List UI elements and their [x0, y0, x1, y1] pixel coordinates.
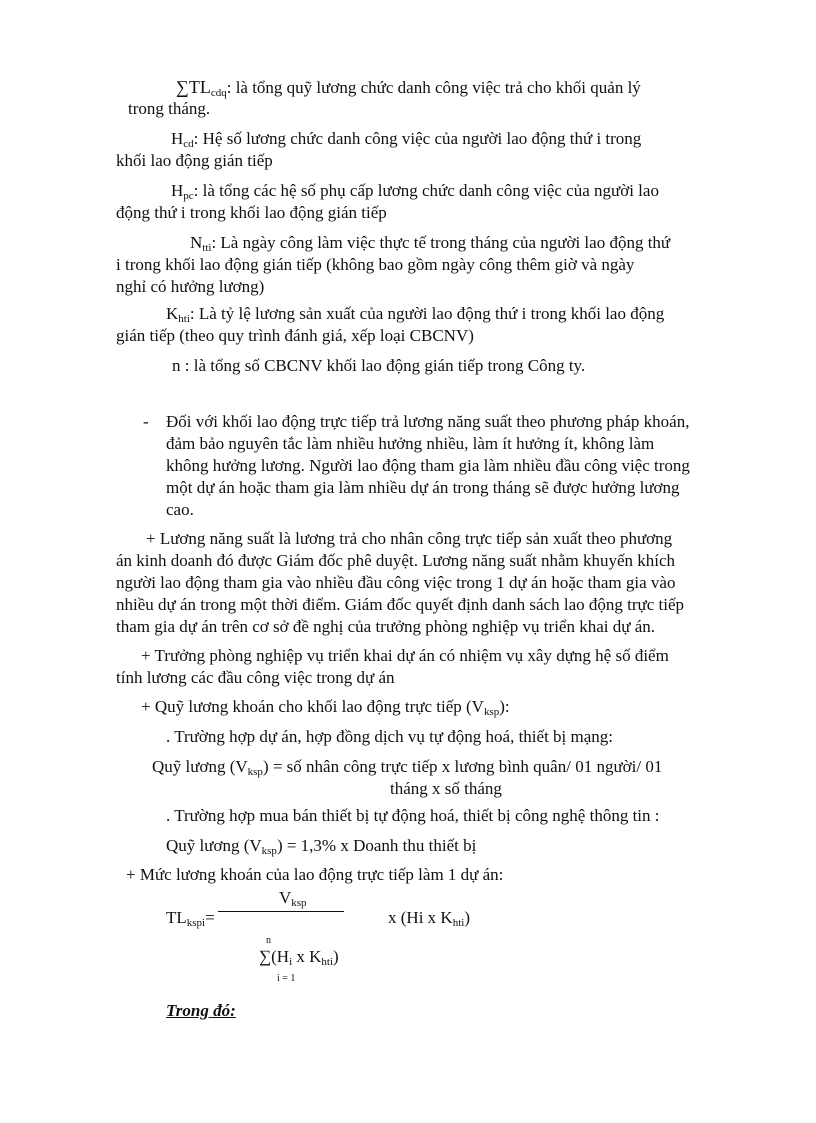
- subscript: hti: [178, 313, 190, 325]
- case-title: . Trường hợp dự án, hợp đồng dịch vụ tự động hoá, thiết bị mạng:: [166, 727, 614, 746]
- symbol: N: [190, 233, 203, 252]
- trong-do-heading: Trong đó:: [166, 1001, 236, 1020]
- subscript: ksp: [261, 845, 277, 857]
- sum-upper-limit: n: [266, 935, 271, 946]
- subscript: pc: [183, 190, 194, 202]
- subscript: kspi: [186, 917, 206, 929]
- definition-text: : Là ngày công làm việc thực tế trong tháng của người lao động thứ: [211, 233, 671, 252]
- definition-text: : Là tỷ lệ lương sản xuất của người lao động thứ i trong khối lao động: [189, 304, 665, 323]
- bullet-line: một dự án hoặc tham gia làm nhiều dự án trong tháng sẽ được hưởng lương: [166, 478, 680, 497]
- symbol: H: [171, 129, 184, 148]
- def-n: n : là tổng số CBCNV khối lao động gián tiếp trong Công ty.: [172, 356, 586, 375]
- definition-text: : là tổng các hệ số phụ cấp lương chức danh công việc của người lao: [193, 181, 659, 200]
- equals-sign: =: [205, 908, 215, 927]
- case2-formula: [166, 835, 476, 857]
- denominator-text: ): [333, 947, 339, 966]
- definition-continuation: gián tiếp (theo quy trình đánh giá, xếp loại CBCNV): [116, 326, 474, 345]
- multiplier-text: x (Hi x K: [388, 908, 453, 927]
- definition-text: : là tổng quỹ lương chức danh công việc trả cho khối quản lý: [226, 78, 641, 97]
- denominator-text: x K: [292, 947, 322, 966]
- subscript: cd: [183, 138, 194, 150]
- paragraph-line: + Lương năng suất là lương trả cho nhân công trực tiếp sản xuất theo phương: [146, 529, 673, 548]
- quy-luong-khoan-heading: [141, 696, 510, 718]
- sum-lower-limit: i = 1: [277, 973, 296, 984]
- definition-continuation: nghỉ có hưởng lương): [116, 277, 265, 296]
- muc-luong-heading: + Mức lương khoán của lao động trực tiếp làm 1 dự án:: [126, 865, 504, 884]
- paragraph-line: án kinh doanh đó được Giám đốc phê duyệt. Lương năng suất nhằm khuyến khích: [116, 551, 676, 570]
- symbol: K: [166, 304, 179, 323]
- heading-text: + Quỹ lương khoán cho khối lao động trực tiếp (V: [141, 697, 484, 716]
- formula-continuation: tháng x số tháng: [390, 779, 502, 798]
- definition-continuation: khối lao động gián tiếp: [116, 151, 273, 170]
- formula-lhs: [166, 907, 215, 929]
- subscript: ksp: [483, 706, 500, 718]
- subscript: ksp: [247, 766, 263, 778]
- paragraph-line: người lao động tham gia vào nhiều đầu công việc trong 1 dự án hoặc tham gia vào: [116, 573, 676, 592]
- paragraph-line: tính lương các đầu công việc trong dự án: [116, 668, 395, 687]
- sum-sign: ∑: [259, 947, 272, 966]
- bullet-line: không hưởng lương. Người lao động tham gia làm nhiều đầu công việc trong: [166, 456, 690, 475]
- subscript: hti: [321, 956, 334, 968]
- def-h-cd: [171, 128, 641, 150]
- paragraph-line: tham gia dự án trên cơ sở đề nghị của trưởng phòng nghiệp vụ triển khai dự án.: [116, 617, 655, 636]
- def-h-pc: [171, 180, 659, 202]
- multiplier-text: ): [464, 908, 470, 927]
- symbol: ∑TL: [176, 77, 211, 97]
- bullet-marker: -: [143, 412, 149, 431]
- def-n-tti: [190, 232, 670, 254]
- subscript: hti: [452, 917, 465, 929]
- formula-text: ) = 1,3% x Doanh thu thiết bị: [276, 836, 477, 855]
- symbol: H: [171, 181, 184, 200]
- def-tl-cdq: [176, 76, 641, 99]
- definition-text: : Hệ số lương chức danh công việc của người lao động thứ i trong: [193, 129, 642, 148]
- definition-continuation: động thứ i trong khối lao động gián tiếp: [116, 203, 387, 222]
- numerator-text: V: [279, 888, 292, 907]
- formula-text: ) = số nhân công trực tiếp x lương bình quân/ 01 người/ 01: [262, 757, 663, 776]
- formula-numerator: [279, 887, 307, 909]
- fraction-bar: [218, 911, 344, 912]
- case-title: . Trường hợp mua bán thiết bị tự động hoá, thiết bị công nghệ thông tin :: [166, 806, 660, 825]
- def-k-hti: [166, 303, 664, 325]
- subscript: ksp: [291, 897, 307, 909]
- denominator-text: (H: [271, 947, 290, 966]
- subscript: cdq: [210, 87, 227, 99]
- paragraph-line: nhiều dự án trong một thời điểm. Giám đốc quyết định danh sách lao động trực tiếp: [116, 595, 684, 614]
- paragraph-line: + Trưởng phòng nghiệp vụ triển khai dự án có nhiệm vụ xây dựng hệ số điểm: [141, 646, 669, 665]
- definition-continuation: trong tháng.: [128, 99, 211, 118]
- heading-end: ):: [499, 697, 510, 716]
- bullet-line: đảm bảo nguyên tắc làm nhiều hưởng nhiều, làm ít hưởng ít, không làm: [166, 434, 655, 453]
- bullet-line: Đối với khối lao động trực tiếp trả lương năng suất theo phương pháp khoán,: [166, 412, 690, 431]
- definition-continuation: i trong khối lao động gián tiếp (không bao gồm ngày công thêm giờ và ngày: [116, 255, 635, 274]
- case1-formula: [152, 756, 662, 778]
- formula-text: Quỹ lương (V: [166, 836, 262, 855]
- bullet-line: cao.: [166, 500, 194, 519]
- subscript: tti: [202, 242, 212, 254]
- formula-multiplier: [388, 907, 470, 929]
- formula-text: Quỹ lương (V: [152, 757, 248, 776]
- formula-denominator: [259, 946, 339, 968]
- lhs-text: TL: [166, 908, 187, 927]
- subscript: i: [289, 956, 293, 968]
